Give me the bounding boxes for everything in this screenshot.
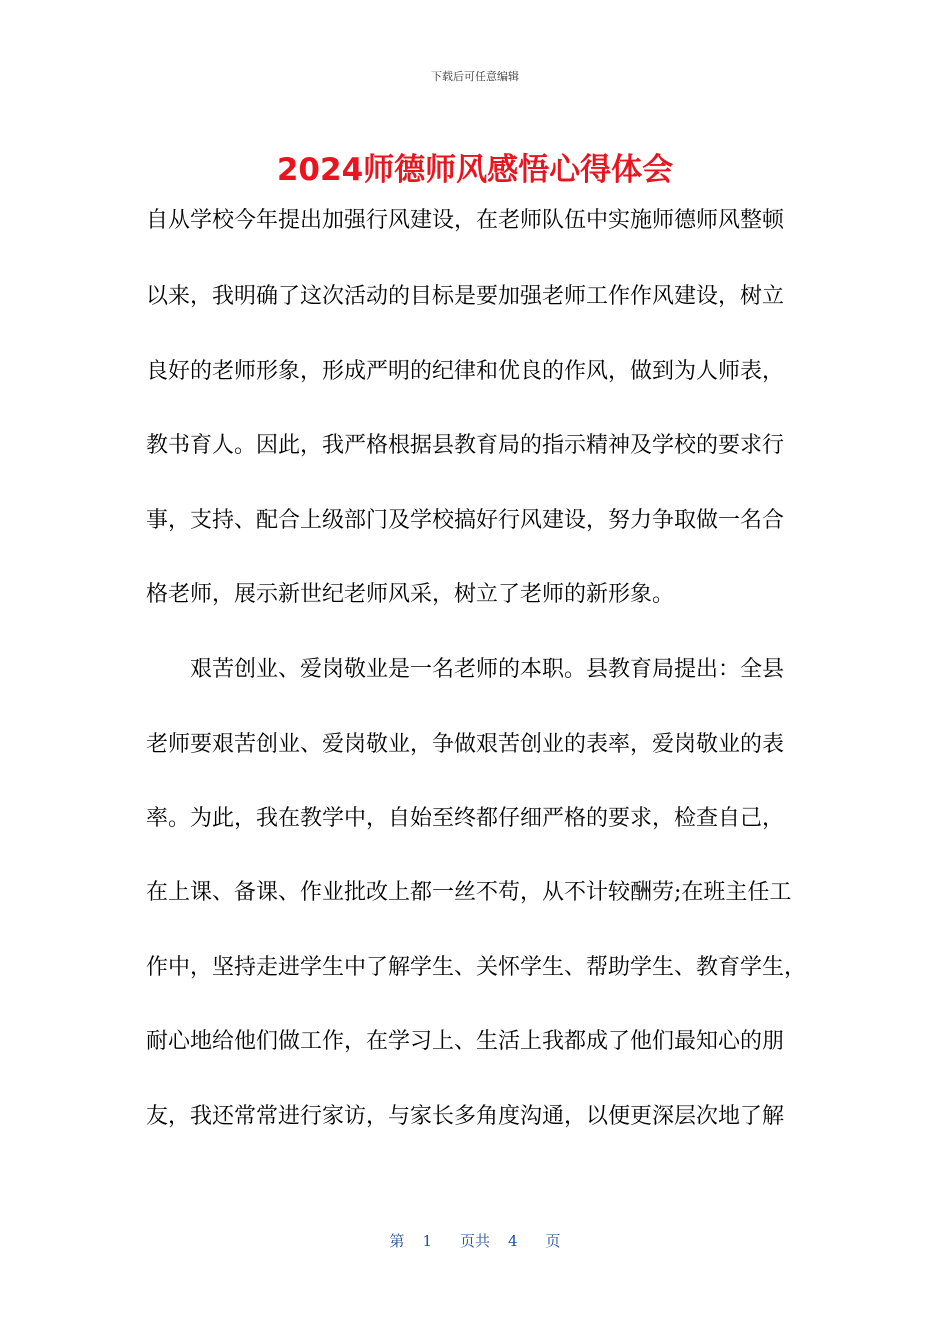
body-line: 格老师，展示新世纪老师风采，树立了老师的新形象。 bbox=[146, 582, 675, 607]
footer-page-mid: 页共 bbox=[459, 1232, 490, 1250]
body-line: 良好的老师形象，形成严明的纪律和优良的作风，做到为人师表， bbox=[146, 359, 785, 384]
body-line: 耐心地给他们做工作，在学习上、生活上我都成了他们最知心的朋 bbox=[146, 1029, 785, 1054]
header-note: 下载后可任意编辑 bbox=[431, 70, 519, 83]
body-line: 在上课、备课、作业批改上都一丝不苟，从不计较酬劳;在班主任工 bbox=[146, 880, 792, 905]
body-line: 友，我还常常进行家访，与家长多角度沟通，以便更深层次地了解 bbox=[146, 1104, 785, 1129]
body-line: 自从学校今年提出加强行风建设，在老师队伍中实施师德师风整顿 bbox=[146, 208, 785, 233]
footer-page-suffix: 页 bbox=[545, 1232, 561, 1250]
body-line: 率。为此，我在教学中，自始至终都仔细严格的要求，检查自己， bbox=[146, 806, 785, 831]
page-footer bbox=[0, 1230, 950, 1251]
footer-page-prefix: 第 bbox=[389, 1232, 405, 1250]
footer-total-pages: 4 bbox=[508, 1232, 518, 1250]
body-line: 作中，坚持走进学生中了解学生、关怀学生、帮助学生、教育学生， bbox=[146, 955, 807, 980]
document-title: 2024师德师风感悟心得体会 bbox=[276, 152, 674, 188]
body-line: 艰苦创业、爱岗敬业是一名老师的本职。县教育局提出：全县 bbox=[190, 657, 785, 682]
body-line: 教书育人。因此，我严格根据县教育局的指示精神及学校的要求行 bbox=[146, 433, 785, 458]
footer-page-number: 1 bbox=[422, 1232, 432, 1250]
body-line: 事，支持、配合上级部门及学校搞好行风建设，努力争取做一名合 bbox=[146, 508, 785, 533]
body-line: 以来，我明确了这次活动的目标是要加强老师工作作风建设，树立 bbox=[146, 284, 785, 309]
body-line: 老师要艰苦创业、爱岗敬业，争做艰苦创业的表率，爱岗敬业的表 bbox=[146, 732, 785, 757]
